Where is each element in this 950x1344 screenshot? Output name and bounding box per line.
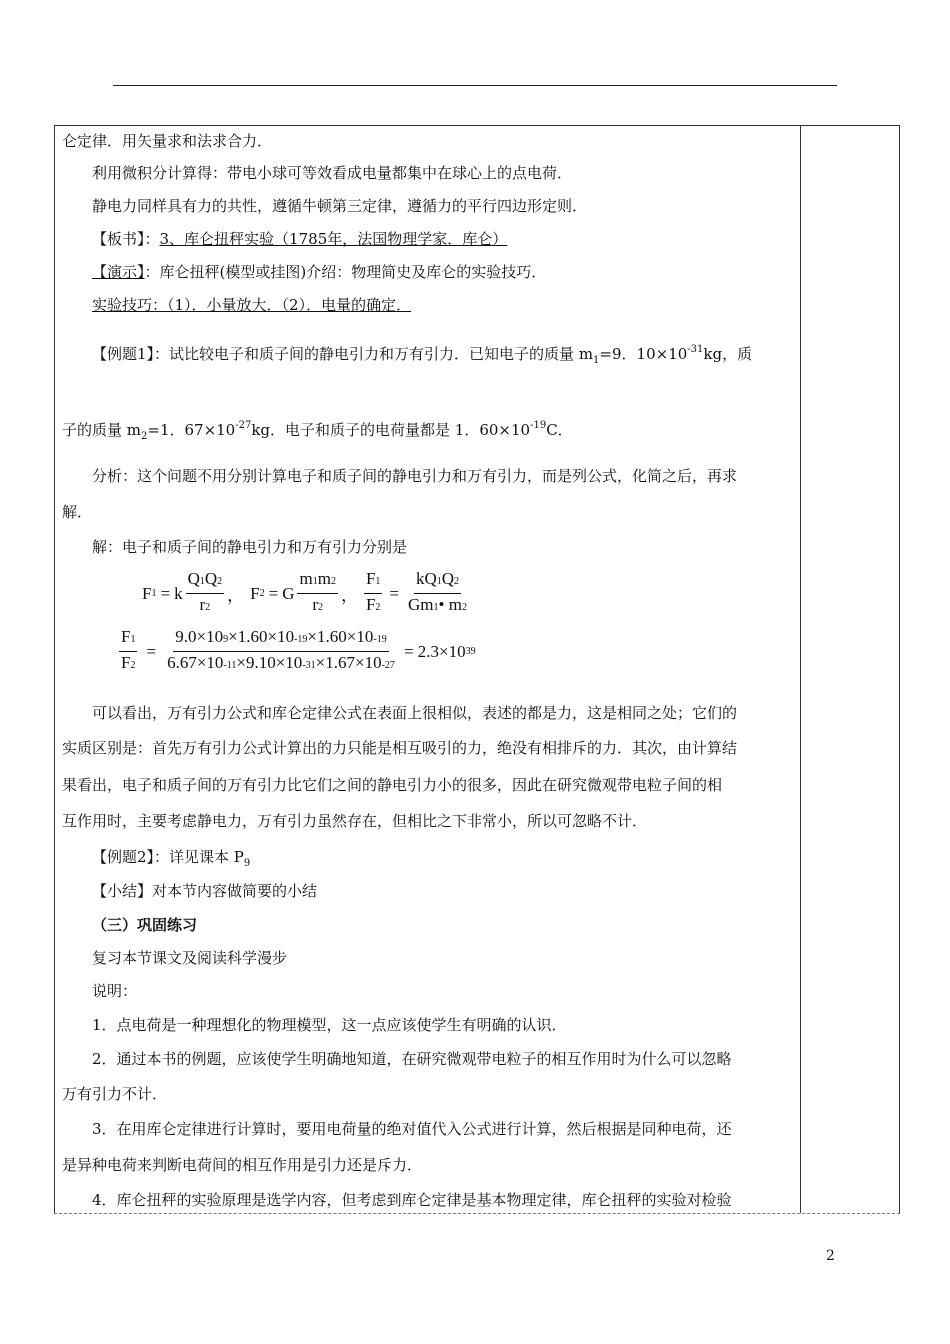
example-1-text: kg，质 bbox=[703, 345, 753, 363]
paragraph-line: 可以看出，万有引力公式和库仑定律公式在表面上很相似，表述的都是力，这是相同之处；它们的 bbox=[92, 704, 738, 722]
fraction bbox=[406, 568, 469, 619]
superscript: 2 bbox=[318, 602, 324, 613]
math-symbol: r bbox=[312, 595, 319, 614]
note-item: 2．通过本书的例题，应该使学生明确地知道，在研究微观带电粒子的相互作用时为什么可以忽略 bbox=[92, 1050, 732, 1068]
text-line: 静电力同样具有力的共性，遵循牛顿第三定律，遵循力的平行四边形定则． bbox=[92, 197, 588, 215]
note-item-continued: 是异种电荷来判断电荷间的相互作用是引力还是斥力． bbox=[62, 1156, 423, 1174]
fraction bbox=[165, 626, 397, 677]
math-symbol: F bbox=[121, 653, 131, 672]
page-number: 2 bbox=[826, 1248, 835, 1264]
fraction bbox=[364, 568, 382, 619]
note-item-continued: 万有引力不计． bbox=[62, 1085, 168, 1103]
text-line: 仑定律．用矢量求和法求合力． bbox=[62, 132, 273, 150]
math-symbol: F bbox=[250, 583, 260, 603]
subscript: 2 bbox=[454, 576, 459, 587]
header-rule bbox=[113, 85, 837, 86]
formula-force-ratio bbox=[116, 626, 476, 677]
demo-note bbox=[92, 262, 546, 282]
subscript: 1 bbox=[130, 634, 136, 645]
subscript: 1 bbox=[375, 576, 381, 587]
math-symbol: F bbox=[121, 627, 131, 646]
superscript: -11 bbox=[223, 660, 237, 671]
math-symbol: ， bbox=[227, 586, 245, 605]
math-symbol: r bbox=[199, 595, 206, 614]
math-symbol: ×1.67×10 bbox=[315, 653, 382, 672]
subscript: 1 bbox=[151, 588, 157, 599]
subscript: 2 bbox=[217, 576, 223, 587]
subscript: 2 bbox=[259, 588, 265, 599]
subscript: 1 bbox=[593, 355, 600, 366]
example-2-text: 【例题2】：详见课本 P bbox=[92, 848, 244, 866]
math-symbol: 9.0×10 bbox=[175, 627, 224, 646]
math-symbol: Q bbox=[187, 569, 200, 588]
example-1-text: C． bbox=[546, 421, 573, 439]
math-symbol: F bbox=[365, 569, 376, 588]
math-symbol: Q bbox=[441, 569, 454, 588]
math-symbol: = bbox=[389, 583, 399, 603]
example-1-line-1 bbox=[92, 340, 752, 371]
math-symbol: ， bbox=[340, 586, 358, 605]
formula-coulomb-gravity bbox=[142, 568, 472, 619]
example-2 bbox=[92, 847, 250, 874]
subscript: 2 bbox=[130, 660, 136, 671]
analysis-line-2: 解． bbox=[62, 503, 93, 521]
superscript: -31 bbox=[687, 344, 704, 355]
example-1-text: =1．67×10 bbox=[147, 421, 236, 439]
board-note bbox=[92, 229, 507, 249]
math-symbol: = bbox=[160, 583, 171, 603]
solution-intro: 解：电子和质子间的静电引力和万有引力分别是 bbox=[92, 538, 408, 556]
math-symbol: F bbox=[142, 583, 152, 603]
math-symbol: k bbox=[174, 583, 183, 603]
subscript: 1 bbox=[312, 576, 318, 587]
superscript: -27 bbox=[235, 420, 252, 431]
superscript: -31 bbox=[302, 660, 316, 671]
paragraph-line: 互作用时，主要考虑静电力，万有引力虽然存在，但相比之下非常小，所以可忽略不计． bbox=[62, 812, 648, 830]
board-text: 3、库仑扭秤实验（1785年，法国物理学家．库仑） bbox=[159, 230, 508, 248]
table-column-divider bbox=[800, 125, 801, 1213]
fraction bbox=[297, 568, 337, 619]
note-item: 1．点电荷是一种理想化的物理模型，这一点应该使学生有明确的认识． bbox=[92, 1016, 567, 1034]
example-1-line-2 bbox=[62, 416, 573, 447]
note-label: 说明： bbox=[92, 982, 138, 1000]
math-symbol: ×1.60×10 bbox=[307, 627, 374, 646]
fraction bbox=[186, 568, 225, 619]
subscript: 2 bbox=[141, 431, 148, 442]
math-symbol: ×9.10×10 bbox=[236, 653, 303, 672]
math-symbol: = bbox=[146, 641, 157, 661]
subscript: 1 bbox=[199, 576, 205, 587]
example-1-text: 子的质量 m bbox=[62, 421, 141, 439]
example-1-text: =9．10×10 bbox=[599, 345, 688, 363]
math-symbol: = 2.3×10 bbox=[403, 641, 466, 661]
subscript: 2 bbox=[375, 602, 381, 613]
note-item: 4．库仑扭秤的实验原理是选学内容，但考虑到库仑定律是基本物理定律，库仑扭秤的实验对检验 bbox=[92, 1191, 732, 1209]
superscript: 2 bbox=[205, 602, 211, 613]
subscript: 2 bbox=[330, 576, 336, 587]
example-1-text: kg．电子和质子的电荷量都是 1．60×10 bbox=[251, 421, 531, 439]
math-symbol: G bbox=[282, 583, 295, 603]
example-1-text: 【例题1】：试比较电子和质子间的静电引力和万有引力．已知电子的质量 m bbox=[92, 345, 594, 363]
math-symbol: ×1.60×10 bbox=[228, 627, 295, 646]
text-line: 利用微积分计算得：带电小球可等效看成电量都集中在球心上的点电荷． bbox=[92, 164, 573, 182]
math-symbol: m bbox=[317, 569, 331, 588]
math-symbol: kQ bbox=[415, 569, 437, 588]
math-symbol: Gm bbox=[408, 595, 434, 614]
section-heading-text: （三）巩固练习 bbox=[92, 916, 198, 934]
math-symbol: 6.67×10 bbox=[167, 653, 224, 672]
demo-text: ：库仑扭秤(模型或挂图)介绍：物理简史及库仑的实验技巧． bbox=[144, 263, 547, 281]
paragraph-line: 果看出，电子和质子间的万有引力比它们之间的静电引力小的很多，因此在研究微观带电粒子间的相 bbox=[62, 776, 723, 794]
math-symbol: F bbox=[365, 595, 376, 614]
board-label: 【板书】： bbox=[92, 230, 160, 248]
math-symbol: m bbox=[299, 569, 313, 588]
paragraph-line: 实质区别是：首先万有引力公式计算出的力只能是相互吸引的力，绝没有相排斥的力．其次，由计算结 bbox=[62, 739, 738, 757]
subscript: 1 bbox=[436, 576, 442, 587]
math-symbol: • m bbox=[438, 595, 462, 614]
summary: 【小结】对本节内容做简要的小结 bbox=[92, 882, 318, 900]
demo-label: 【演示】 bbox=[92, 263, 145, 281]
table-bottom-border bbox=[54, 1213, 900, 1214]
subscript: 9 bbox=[243, 858, 251, 869]
superscript: -19 bbox=[294, 634, 308, 645]
superscript: -19 bbox=[530, 420, 547, 431]
experiment-skills: 实验技巧：（1）．小量放大．（2）．电量的确定． bbox=[92, 296, 412, 314]
review-line: 复习本节课文及阅读科学漫步 bbox=[92, 949, 288, 967]
subscript: 1 bbox=[433, 602, 439, 613]
superscript: 39 bbox=[465, 646, 476, 657]
note-item: 3．在用库仑定律进行计算时，要用电荷量的绝对值代入公式进行计算，然后根据是同种电荷，还 bbox=[92, 1120, 732, 1138]
fraction bbox=[119, 626, 137, 677]
superscript: 9 bbox=[223, 634, 229, 645]
math-symbol: = bbox=[268, 583, 279, 603]
superscript: -19 bbox=[373, 634, 387, 645]
subscript: 2 bbox=[461, 602, 467, 613]
section-heading bbox=[92, 915, 197, 935]
analysis-line-1: 分析：这个问题不用分别计算电子和质子间的静电引力和万有引力，而是列公式，化简之后，再求 bbox=[92, 467, 738, 485]
superscript: -27 bbox=[381, 660, 395, 671]
math-symbol: Q bbox=[204, 569, 218, 588]
